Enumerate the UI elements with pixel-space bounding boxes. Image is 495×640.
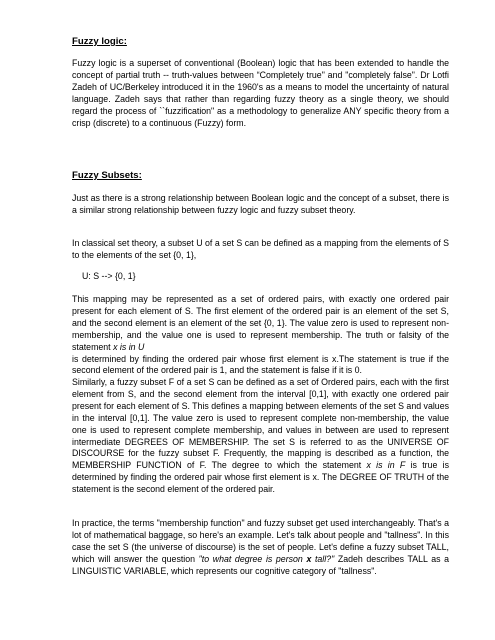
example-question-part2: tall?" [311, 553, 335, 564]
mapping-formula: U: S --> {0, 1} [82, 271, 136, 281]
ordered-pairs-text-2: is determined by finding the ordered pair whose first element is x.The statement is true if the second element of the ordered pair is 1, and the statement is false if it is 0. [72, 353, 449, 376]
example-question-part1: "to what degree is person [198, 553, 307, 564]
subset-intro-paragraph: Just as there is a strong relationship between Boolean logic and the concept of a subset, there is a similar strong relationship between fuzzy logic and fuzzy subset theory. [72, 193, 449, 215]
fuzzy-logic-paragraph: Fuzzy logic is a superset of conventional (Boolean) logic that has been extended to handle the concept of partial truth -- truth-values between “Completely true" and "completely false". Dr Lotfi Zadeh of UC/Berkeley introduced it in the 1960's as a means to model the uncertainty of natural language. Zadeh says that rather than regarding fuzzy theory as a single theory, we should regard the process of ``fuzzification" as a methodology to generalize ANY specific theory from a crisp (discrete) to a continuous (Fuzzy) form. [72, 58, 449, 128]
fuzzy-subsets-heading: Fuzzy Subsets: [72, 170, 142, 181]
fuzzy-logic-heading: Fuzzy logic: [72, 36, 127, 47]
example-question-x: x [306, 553, 312, 564]
definition-text-2: is true is determined by finding the ordered pair whose first element is x. The DEGREE OF TRUTH of the statement is the second element of the ordered pair. [72, 460, 449, 495]
ordered-pairs-paragraph [72, 294, 449, 377]
tallness-example-paragraph [72, 518, 449, 578]
example-text-2: Zadeh describes TALL as a LINGUISTIC VARIABLE, which represents our cognitive category of "tallness". [72, 553, 449, 576]
example-question [199, 554, 335, 564]
ordered-pairs-text: This mapping may be represented as a set of ordered pairs, with exactly one ordered pair present for each element of S. The first element of the ordered pair is an element of the set S, and the second element is an element of the set {0, 1}. The value zero is used to represent non-membership, and the value one is used to represent membership. The truth or falsity of the statement [72, 294, 449, 352]
definition-text: Similarly, a fuzzy subset F of a set S can be defined as a set of Ordered pairs, each with the first element from S, and the second element from the interval [0,1], with exactly one ordered pair present for each element of S. This defines a mapping between elements of the set S and values in the interval [0,1]. The value zero is used to represent complete non-membership, the value one is used to represent complete membership, and values in between are used to represent intermediate DEGREES OF MEMBERSHIP. The set S is referred to as the UNIVERSE OF DISCOURSE for the fuzzy subset F. Frequently, the mapping is described as a function, the MEMBERSHIP FUNCTION of F. The degree to which the statement [72, 377, 449, 471]
fuzzy-subset-definition-paragraph [72, 377, 449, 496]
ordered-pairs-italic: x is in U [113, 341, 145, 352]
classical-set-paragraph: In classical set theory, a subset U of a set S can be defined as a mapping from the elements of S to the elements of the set {0, 1}, [72, 238, 449, 260]
example-text: In practice, the terms "membership function" and fuzzy subset get used interchangeably. That's a lot of mathematical baggage, so here's an example. Let's talk about people and "tallness". In this case the set S (the universe of discourse) is the set of people. Let's define a fuzzy subset TALL, which will answer the question [72, 518, 449, 564]
definition-italic: x is in F [366, 460, 406, 471]
